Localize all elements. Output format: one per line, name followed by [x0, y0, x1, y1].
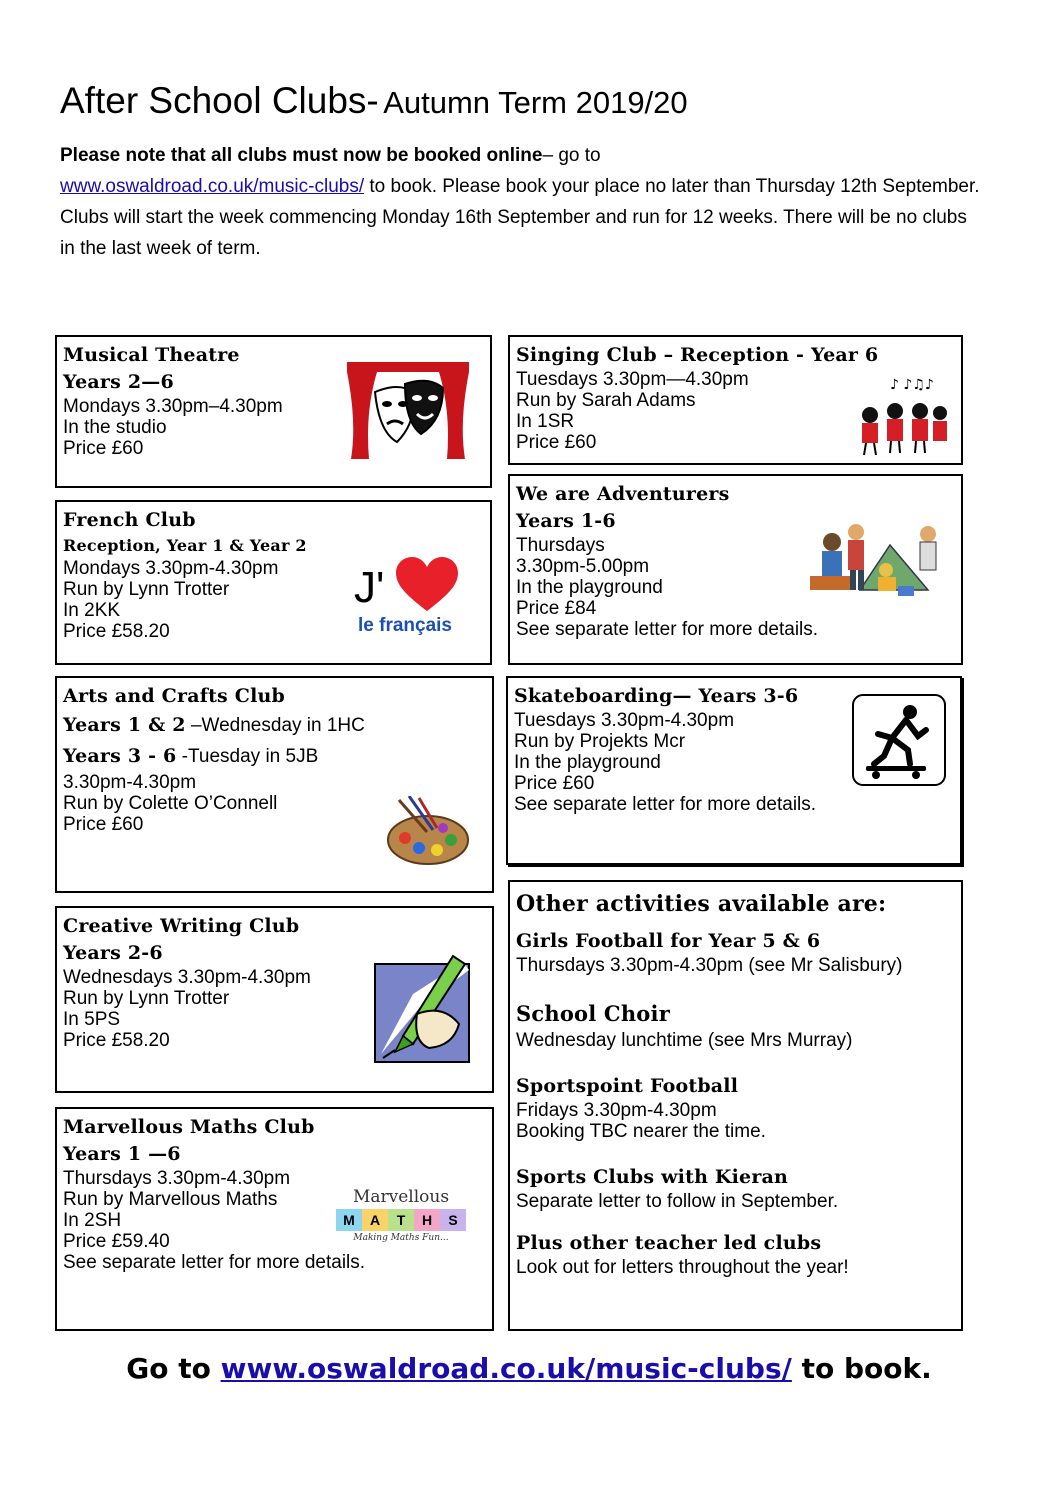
club-line: See separate letter for more details.: [514, 794, 817, 815]
club-line: Tuesdays 3.30pm-4.30pm: [514, 710, 735, 731]
activity-line: Look out for letters throughout the year!: [516, 1257, 849, 1278]
club-line: Price £84: [516, 598, 597, 619]
club-line: In 1SR: [516, 411, 575, 432]
title-main: After School Clubs-: [60, 80, 379, 121]
club-line: See separate letter for more details.: [516, 619, 819, 640]
puzzle-piece: S: [440, 1209, 466, 1231]
club-name: French Club: [63, 509, 196, 531]
club-name: We are Adventurers: [516, 483, 730, 505]
club-line: -Tuesday in 5JB: [176, 746, 319, 767]
logo-top: Marvellous: [352, 1187, 450, 1207]
club-line: Run by Colette O’Connell: [63, 793, 278, 814]
title-term: Autumn Term 2019/20: [383, 85, 688, 120]
footer-cta: [0, 1352, 1058, 1385]
club-line: 3.30pm-4.30pm: [63, 772, 197, 793]
club-line: Mondays 3.30pm-4.30pm: [63, 558, 279, 579]
club-line: –Wednesday in 1HC: [185, 715, 365, 736]
puzzle-piece: A: [362, 1209, 388, 1231]
musical-theatre-box: [55, 335, 492, 488]
club-line: Thursdays: [516, 535, 605, 556]
arts-years-row1: [63, 710, 486, 741]
singing-club-box: [508, 335, 963, 465]
arts-years-row2: [63, 741, 486, 772]
puzzle-piece: T: [388, 1209, 414, 1231]
club-name: Arts and Crafts Club: [63, 685, 286, 707]
footer-link[interactable]: www.oswaldroad.co.uk/music-clubs/: [220, 1352, 792, 1385]
club-name: Musical Theatre: [63, 344, 240, 366]
logo-j: J': [354, 563, 385, 612]
intro-bold: Please note that all clubs must now be booked online: [60, 145, 543, 166]
club-years: Reception, Year 1 & Year 2: [63, 536, 307, 555]
club-line: Price £58.20: [63, 621, 170, 642]
club-line: Price £59.40: [63, 1231, 170, 1252]
puzzle-piece: M: [336, 1209, 362, 1231]
club-years: Years 1 & 2: [63, 714, 186, 736]
club-line: Mondays 3.30pm–4.30pm: [63, 396, 283, 417]
club-years: Years 1-6: [516, 510, 616, 532]
other-heading: Other activities available are:: [516, 891, 887, 917]
intro-goto: – go to: [542, 145, 601, 166]
french-logo: [354, 557, 464, 642]
activity-line: Separate letter to follow in September.: [516, 1191, 839, 1212]
club-line: Run by Lynn Trotter: [63, 988, 230, 1009]
arts-crafts-box: [55, 676, 494, 893]
activity-line: Fridays 3.30pm-4.30pm: [516, 1100, 717, 1121]
club-line: Run by Marvellous Maths: [63, 1189, 278, 1210]
club-line: See separate letter for more details.: [63, 1252, 366, 1273]
club-years: Years 2—6: [63, 371, 174, 393]
intro-line2: Clubs will start the week commencing Monday 16th September and run for 12 weeks. There will be no clubs in the last week of term.: [60, 207, 967, 259]
skateboarding-box: [506, 676, 962, 865]
logo-puzzle: [325, 1209, 477, 1231]
intro-link[interactable]: www.oswaldroad.co.uk/music-clubs/: [60, 176, 365, 197]
activity-title: Girls Football for Year 5 & 6: [516, 930, 821, 952]
activity-title: School Choir: [516, 1001, 670, 1026]
footer-pre: Go to: [126, 1352, 221, 1385]
club-line: In 5PS: [63, 1009, 121, 1030]
camping-kids-icon: [810, 520, 945, 604]
club-name: Marvellous Maths Club: [63, 1116, 315, 1138]
club-name: Singing Club – Reception - Year 6: [516, 344, 879, 366]
activity-line: Wednesday lunchtime (see Mrs Murray): [516, 1030, 853, 1051]
club-line: Run by Lynn Trotter: [63, 579, 230, 600]
theatre-masks-icon: [347, 362, 469, 459]
logo-text: le français: [358, 615, 452, 636]
club-line: Wednesdays 3.30pm-4.30pm: [63, 967, 311, 988]
club-years: Years 2-6: [63, 942, 163, 964]
other-activities-box: [508, 880, 963, 1331]
svg-text:♪ ♪♫♪: ♪ ♪♫♪: [890, 377, 934, 393]
club-line: 3.30pm-5.00pm: [516, 556, 650, 577]
adventurers-box: [508, 474, 963, 665]
club-line: In 2SH: [63, 1210, 122, 1231]
club-line: Price £60: [63, 438, 144, 459]
singers-icon: [850, 375, 948, 457]
club-line: Run by Sarah Adams: [516, 390, 696, 411]
club-line: In the studio: [63, 417, 167, 438]
club-line: Price £60: [514, 773, 595, 794]
club-line: Price £60: [63, 814, 144, 835]
french-club-box: [55, 500, 492, 665]
activity-line: Booking TBC nearer the time.: [516, 1121, 766, 1142]
writing-hand-icon: [373, 954, 473, 1066]
club-line: Price £60: [516, 432, 597, 453]
club-line: Price £58.20: [63, 1030, 170, 1051]
footer-post: to book.: [791, 1352, 932, 1385]
activity-title: Sportspoint Football: [516, 1075, 739, 1097]
maths-club-box: [55, 1107, 494, 1331]
club-line: In the playground: [516, 577, 663, 598]
intro-after-link: to book. Please book your place no later than Thursday 12th September.: [364, 176, 980, 197]
intro-text: [60, 140, 980, 264]
club-line: Thursdays 3.30pm-4.30pm: [63, 1168, 291, 1189]
club-name: Creative Writing Club: [63, 915, 300, 937]
activity-line: Thursdays 3.30pm-4.30pm (see Mr Salisbury): [516, 955, 903, 976]
activity-title: Sports Clubs with Kieran: [516, 1166, 789, 1188]
paint-palette-icon: [385, 796, 471, 866]
club-line: Tuesdays 3.30pm—4.30pm: [516, 369, 749, 390]
page-title: [60, 80, 688, 122]
club-line: In the playground: [514, 752, 661, 773]
club-line: In 2KK: [63, 600, 121, 621]
creative-writing-box: [55, 906, 494, 1093]
club-years: Years 3 - 6: [63, 745, 177, 767]
club-years: Years 1 —6: [63, 1143, 181, 1165]
skateboarder-icon: [852, 694, 946, 786]
club-line: Run by Projekts Mcr: [514, 731, 686, 752]
activity-title: Plus other teacher led clubs: [516, 1232, 822, 1254]
logo-tagline: Making Maths Fun...: [353, 1233, 449, 1243]
marvellous-maths-logo: [325, 1187, 477, 1257]
puzzle-piece: H: [414, 1209, 440, 1231]
club-name: Skateboarding— Years 3-6: [514, 685, 799, 707]
heart-icon: [396, 557, 458, 613]
